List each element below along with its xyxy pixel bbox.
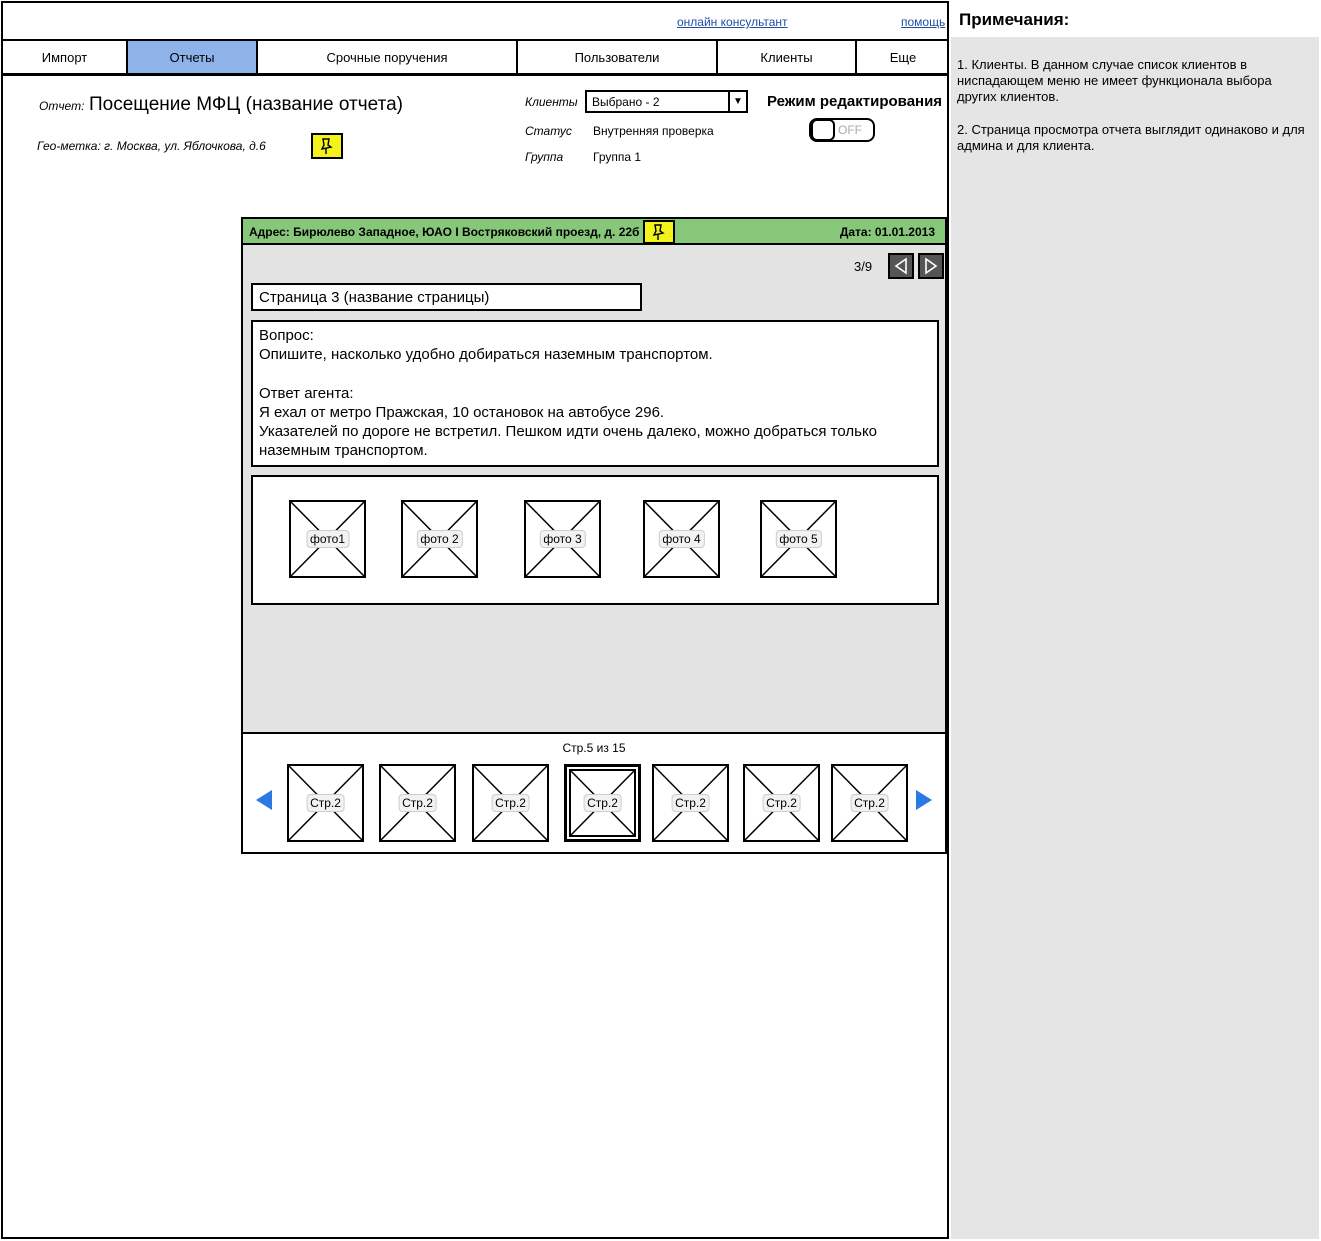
clients-select-value: Выбрано - 2 xyxy=(592,95,660,109)
date-text: Дата: 01.01.2013 xyxy=(839,225,935,239)
thumbs-counter: Стр.5 из 15 xyxy=(562,741,626,755)
prev-page-button[interactable] xyxy=(888,253,914,279)
notes-body xyxy=(951,37,1319,154)
thumbnail-label: Стр.2 xyxy=(398,794,437,812)
nav-item-import[interactable]: Импорт xyxy=(3,41,128,73)
status-value: Внутренняя проверка xyxy=(593,124,714,138)
page-thumbnail[interactable] xyxy=(743,764,820,842)
clients-select[interactable] xyxy=(585,90,748,113)
thumbnail-label: Стр.2 xyxy=(583,794,622,812)
address-text: Адрес: Бирюлево Западное, ЮАО I Востряковский проезд, д. 22б xyxy=(249,225,640,239)
photo-label: фото 5 xyxy=(775,530,821,548)
toggle-state: OFF xyxy=(838,123,862,137)
page-thumbnail[interactable] xyxy=(652,764,729,842)
top-links xyxy=(3,15,947,31)
page-thumbnail[interactable] xyxy=(831,764,908,842)
geo-tag: Гео-метка: г. Москва, ул. Яблочкова, д.6 xyxy=(37,139,266,153)
help-link[interactable]: помощь xyxy=(901,15,946,29)
photo-placeholder[interactable] xyxy=(760,500,837,578)
main-window xyxy=(1,1,949,1239)
triangle-left-icon xyxy=(893,257,909,275)
photo-placeholder[interactable] xyxy=(524,500,601,578)
notes-panel xyxy=(951,0,1319,1239)
edit-mode-label: Режим редактирования xyxy=(767,93,943,110)
chevron-down-icon[interactable]: ▼ xyxy=(728,92,746,111)
thumbs-next-arrow[interactable] xyxy=(915,789,933,811)
report-title: Посещение МФЦ (название отчета) xyxy=(89,94,403,115)
nav-item-reports[interactable]: Отчеты xyxy=(128,41,258,73)
photo-label: фото 2 xyxy=(416,530,462,548)
group-label: Группа xyxy=(525,150,564,164)
page-thumbnails xyxy=(243,732,945,852)
page-thumbnail[interactable] xyxy=(472,764,549,842)
answer-label: Ответ агента: xyxy=(259,384,354,402)
edit-mode-toggle[interactable] xyxy=(809,118,875,142)
photo-label: фото 3 xyxy=(539,530,585,548)
thumbnail-label: Стр.2 xyxy=(491,794,530,812)
triangle-right-icon xyxy=(915,789,933,811)
photo-placeholder[interactable] xyxy=(643,500,720,578)
thumbnail-label: Стр.2 xyxy=(762,794,801,812)
triangle-right-icon xyxy=(923,257,939,275)
photo-placeholder[interactable] xyxy=(401,500,478,578)
photos-box xyxy=(251,475,939,605)
photo-label: фото 4 xyxy=(658,530,704,548)
report-page-panel xyxy=(241,217,947,854)
photo-label: фото1 xyxy=(306,530,349,548)
photo-placeholder[interactable] xyxy=(289,500,366,578)
page-thumbnail[interactable] xyxy=(379,764,456,842)
note-item: 2. Страница просмотра отчета выглядит одинаково и для админа и для клиента. xyxy=(957,122,1305,153)
report-label: Отчет: xyxy=(39,99,85,113)
pushpin-icon[interactable] xyxy=(643,220,675,244)
pushpin-icon[interactable] xyxy=(311,133,343,159)
answer-line: Я ехал от метро Пражская, 10 остановок на автобусе 296. xyxy=(259,403,665,421)
page-thumbnail-selected[interactable] xyxy=(564,764,641,842)
clients-label: Клиенты xyxy=(525,95,578,109)
nav-item-urgent-tasks[interactable]: Срочные поручения xyxy=(258,41,518,73)
page-thumbnail[interactable] xyxy=(287,764,364,842)
thumbs-prev-arrow[interactable] xyxy=(255,789,273,811)
panel-header xyxy=(243,219,945,245)
nav-item-more[interactable]: Еще xyxy=(889,49,917,65)
answer-line: Указателей по дороге не встретил. Пешком идти очень далеко, можно добраться только xyxy=(259,423,878,441)
thumbnail-label: Стр.2 xyxy=(850,794,889,812)
nav-item-clients[interactable]: Клиенты xyxy=(718,41,857,73)
triangle-left-icon xyxy=(255,789,273,811)
nav-item-users[interactable]: Пользователи xyxy=(518,41,718,73)
group-value: Группа 1 xyxy=(593,150,642,164)
notes-title: Примечания: xyxy=(951,0,1319,37)
online-consultant-link[interactable]: онлайн консультант xyxy=(677,15,788,29)
page-counter: 3/9 xyxy=(854,259,873,274)
note-item: 1. Клиенты. В данном случае список клиентов в ниспадающем меню не имеет функционала выбора других клиентов. xyxy=(957,57,1272,104)
page-title: Страница 3 (название страницы) xyxy=(251,283,642,311)
thumbnail-label: Стр.2 xyxy=(306,794,345,812)
main-nav xyxy=(3,39,949,76)
question-label: Вопрос: xyxy=(259,327,314,344)
question-answer-box xyxy=(251,320,939,467)
toggle-knob xyxy=(811,119,835,141)
thumbnail-label: Стр.2 xyxy=(671,794,710,812)
next-page-button[interactable] xyxy=(918,253,944,279)
status-label: Статус xyxy=(525,124,572,138)
question-text: Опишите, насколько удобно добираться наземным транспортом. xyxy=(259,346,713,364)
answer-line: наземным транспортом. xyxy=(259,442,428,460)
